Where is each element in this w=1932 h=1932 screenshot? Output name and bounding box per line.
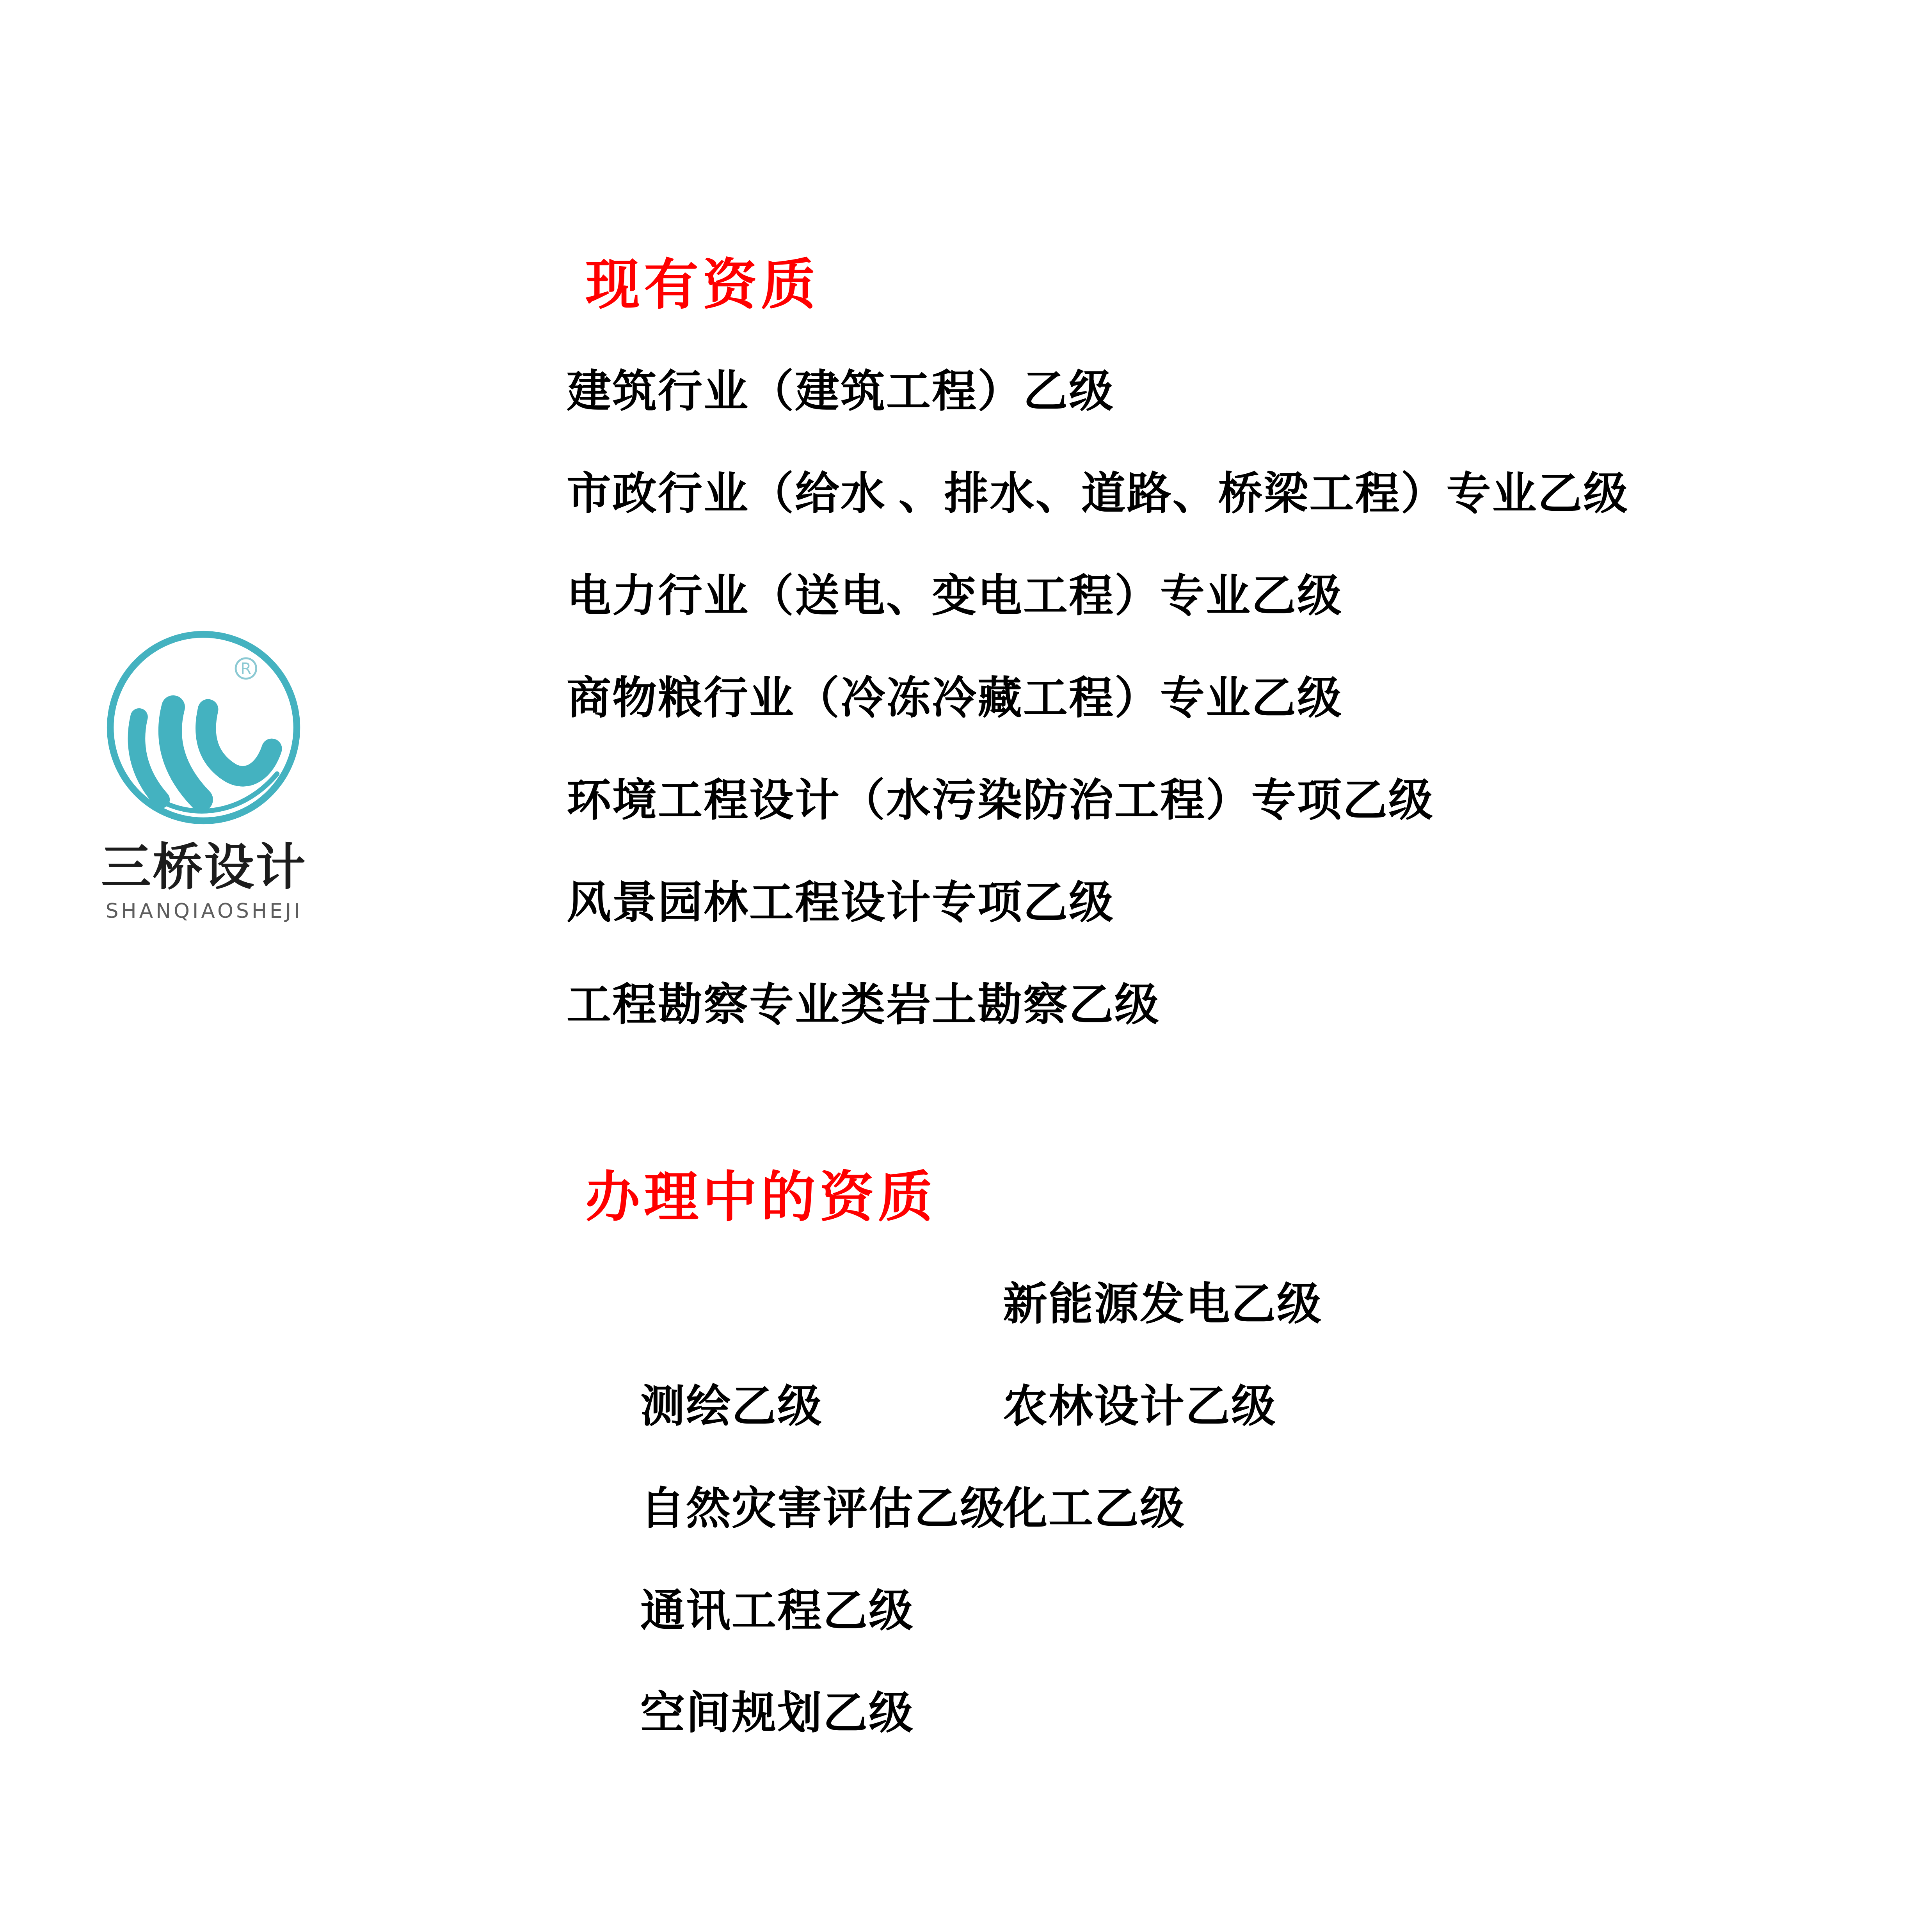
logo-wave-left	[136, 717, 161, 800]
qualification-item: 商物粮行业（冷冻冷藏工程）专业乙级	[567, 674, 1343, 723]
pending-item: 通讯工程乙级	[640, 1586, 915, 1636]
pending-row	[567, 1458, 1659, 1636]
logo-romanized-name: SHANQIAOSHEJI	[105, 899, 303, 923]
section-heading-pending: 办理中的资质	[585, 1168, 937, 1228]
section-heading-current: 现有资质	[585, 255, 820, 316]
qualification-item: 风景园林工程设计专项乙级	[567, 878, 1115, 928]
pending-row	[567, 1560, 1659, 1738]
qualification-item: 环境工程设计（水污染防治工程）专项乙级	[567, 776, 1434, 825]
qualification-item: 电力行业（送电、变电工程）专业乙级	[567, 571, 1343, 621]
registered-letter: R	[240, 659, 251, 678]
company-logo	[101, 629, 307, 921]
logo-wave-mark	[106, 629, 303, 826]
pending-item: 农林设计乙级	[1003, 1382, 1277, 1431]
qualification-item: 建筑行业（建筑工程）乙级	[567, 367, 1115, 416]
pending-item: 自然灾害评估乙级	[640, 1484, 1006, 1534]
logo-wave-right	[206, 709, 272, 776]
current-qualifications-list	[567, 341, 1629, 1056]
pending-item: 新能源发电乙级	[1003, 1280, 1323, 1329]
pending-item: 测绘乙级	[640, 1382, 823, 1431]
pending-item: 空间规划乙级	[640, 1689, 915, 1738]
pending-qualifications-list	[567, 1253, 1659, 1738]
pending-item: 化工乙级	[1003, 1484, 1186, 1534]
logo-company-name: 三桥设计	[101, 838, 307, 896]
qualification-item: 市政行业（给水 、排水、道路、桥梁工程）专业乙级	[567, 469, 1629, 519]
qualification-item: 工程勘察专业类岩土勘察乙级	[567, 980, 1161, 1030]
registered-trademark-icon	[236, 658, 256, 679]
